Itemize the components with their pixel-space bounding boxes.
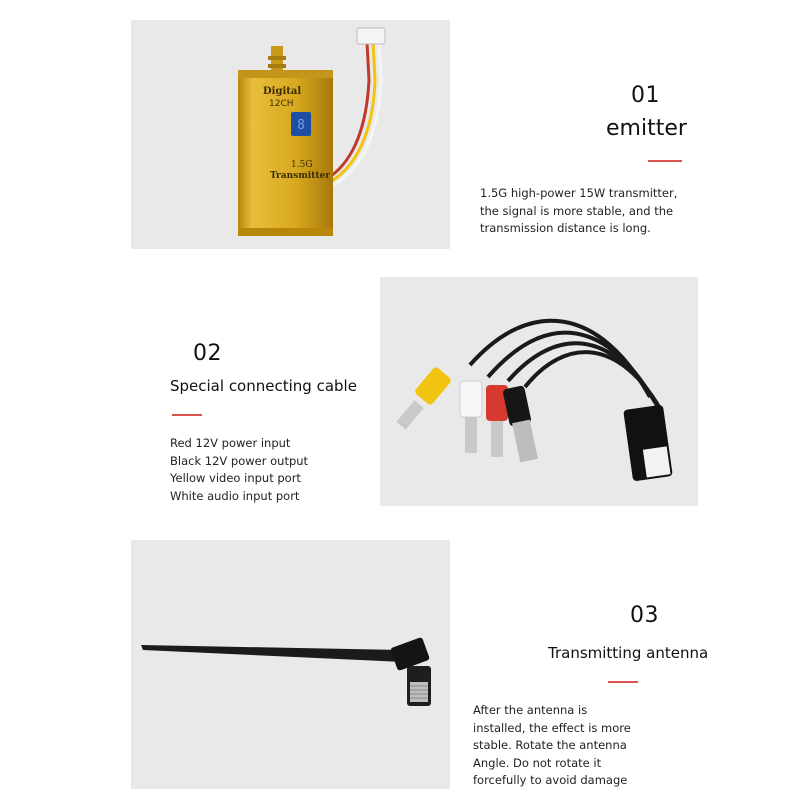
transmitter-illustration: [131, 20, 450, 249]
antenna-illustration: [131, 540, 450, 789]
section-title: emitter: [606, 116, 687, 141]
brand-label: Digital: [263, 86, 302, 97]
section-number: 03: [630, 603, 659, 628]
section-description: Red 12V power input Black 12V power output Yellow video input port White audio input port: [170, 436, 309, 503]
section-title: Special connecting cable: [170, 377, 357, 395]
svg-text:8: 8: [297, 118, 305, 133]
accent-divider: [648, 160, 682, 162]
type-label: Transmitter: [270, 171, 330, 181]
frequency-label: 1.5G: [291, 160, 313, 170]
antenna-photo: [131, 540, 450, 789]
cable-illustration: [380, 277, 698, 506]
section-number: 02: [193, 341, 222, 366]
cable-photo: [380, 277, 698, 506]
accent-divider: [172, 414, 202, 416]
transmitter-photo: [131, 20, 450, 249]
channel-label: 12CH: [269, 99, 294, 109]
section-number: 01: [631, 83, 660, 108]
section-title: Transmitting antenna: [548, 644, 709, 662]
section-description: After the antenna is installed, the effect is more stable. Rotate the antenna Angle. Do not rotate it forcefully to avoid damage: [473, 703, 631, 787]
accent-divider: [608, 681, 638, 683]
section-description: 1.5G high-power 15W transmitter, the signal is more stable, and the transmission distance is long.: [480, 186, 678, 235]
